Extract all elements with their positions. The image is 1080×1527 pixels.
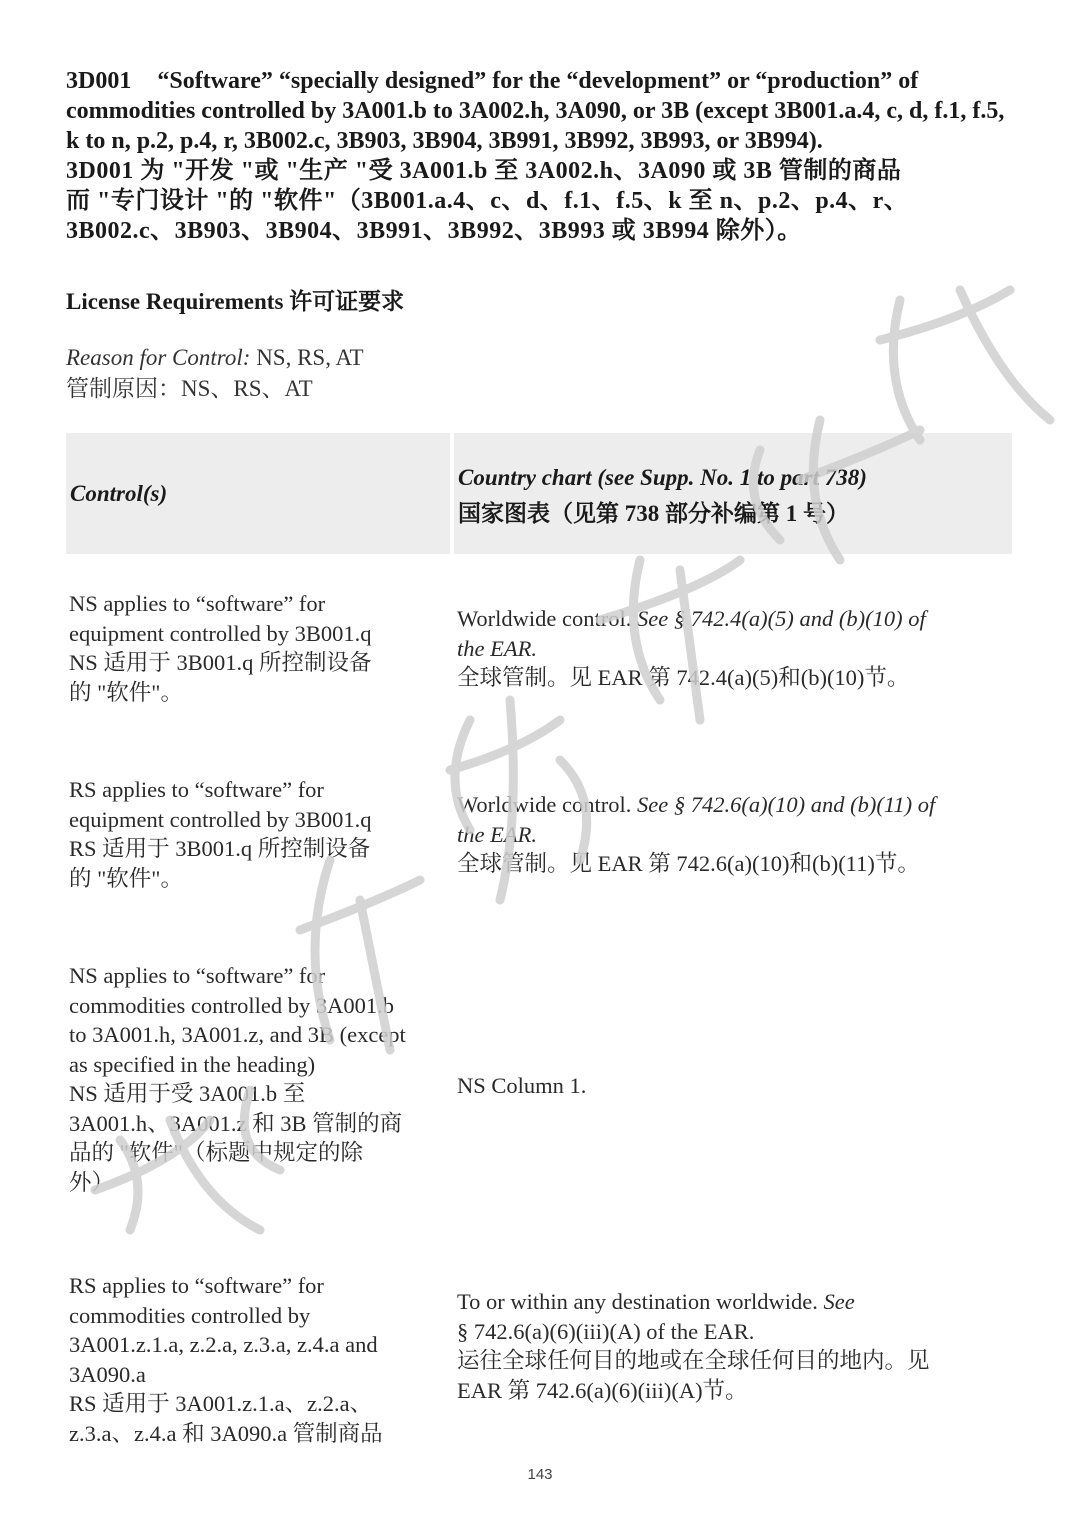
eccn-code: 3D001 xyxy=(66,68,132,94)
heading-english-text: “Software” “specially designed” for the “development” or “production” of commodities controlled by 3A001.b to 3A002.h, 3A090, or 3B (except 3B001.a.4, c, d, f.1, f.5, k to n, p.2, p.4, r, 3B002.c, 3B903, 3B904, 3B991, 3B992, 3B993, or 3B994). xyxy=(66,68,1005,154)
table-row-2-country-chart: Worldwide control. See § 742.6(a)(10) and (b)(11) of the EAR. 全球管制。见 EAR 第 742.6(a)(10)和(b)(11)节。 xyxy=(457,792,936,876)
table-row-3-control: NS applies to “software” for commodities controlled by 3A001.b to 3A001.h, 3A001.z, and 3B (except as specified in the heading) NS 适用于受 3A001.b 至 3A001.h、3A001.z 和 3B 管制的商 品的 "软件"（标题中规定的除 外） xyxy=(69,963,406,1195)
heading-chinese-line-1: 3D001 为 "开发 "或 "生产 "受 3A001.b 至 3A002.h、3A090 或 3B 管制的商品 xyxy=(66,158,902,184)
table-row-3-country-chart: NS Column 1. xyxy=(457,1073,587,1098)
table-row-2-control: RS applies to “software” for equipment controlled by 3B001.q RS 适用于 3B001.q 所控制设备 的 "软件"。 xyxy=(69,777,372,891)
reason-for-control xyxy=(66,342,364,404)
reason-value: NS, RS, AT xyxy=(250,345,364,370)
heading-chinese-line-3: 3B002.c、3B903、3B904、3B991、3B992、3B993 或 3B994 除外）。 xyxy=(66,218,802,244)
eccn-heading xyxy=(66,66,1016,246)
table-row-4-country-chart: To or within any destination worldwide. See § 742.6(a)(6)(iii)(A) of the EAR. 运往全球任何目的地或在全球任何目的地内。见 EAR 第 742.6(a)(6)(iii)(A)节。 xyxy=(457,1289,930,1403)
table-row-1-country-chart: Worldwide control. See § 742.4(a)(5) and (b)(10) of the EAR. 全球管制。见 EAR 第 742.4(a)(5)和(b)(10)节。 xyxy=(457,606,926,690)
table-row-1-control: NS applies to “software” for equipment controlled by 3B001.q NS 适用于 3B001.q 所控制设备 的 "软件"。 xyxy=(69,591,372,705)
table-header-country-chart: Country chart (see Supp. No. 1 to part 738) 国家图表（见第 738 部分补编第 1 号） xyxy=(454,433,1012,554)
license-requirements-heading: License Requirements 许可证要求 xyxy=(66,289,405,314)
heading-chinese-line-2: 而 "专门设计 "的 "软件"（3B001.a.4、c、d、f.1、f.5、k 至 n、p.2、p.4、r、 xyxy=(66,188,909,214)
heading-english xyxy=(66,66,1016,156)
table-row-4-control: RS applies to “software” for commodities controlled by 3A001.z.1.a, z.2.a, z.3.a, z.4.a and 3A090.a RS 适用于 3A001.z.1.a、z.2.a、 z.3.a、z.4.a 和 3A090.a 管制商品 xyxy=(69,1273,383,1446)
page-number: 143 xyxy=(527,1466,553,1483)
reason-chinese: 管制原因：NS、RS、AT xyxy=(66,376,313,401)
reason-label: Reason for Control: xyxy=(66,345,251,370)
table-header-controls: Control(s) xyxy=(66,433,450,554)
